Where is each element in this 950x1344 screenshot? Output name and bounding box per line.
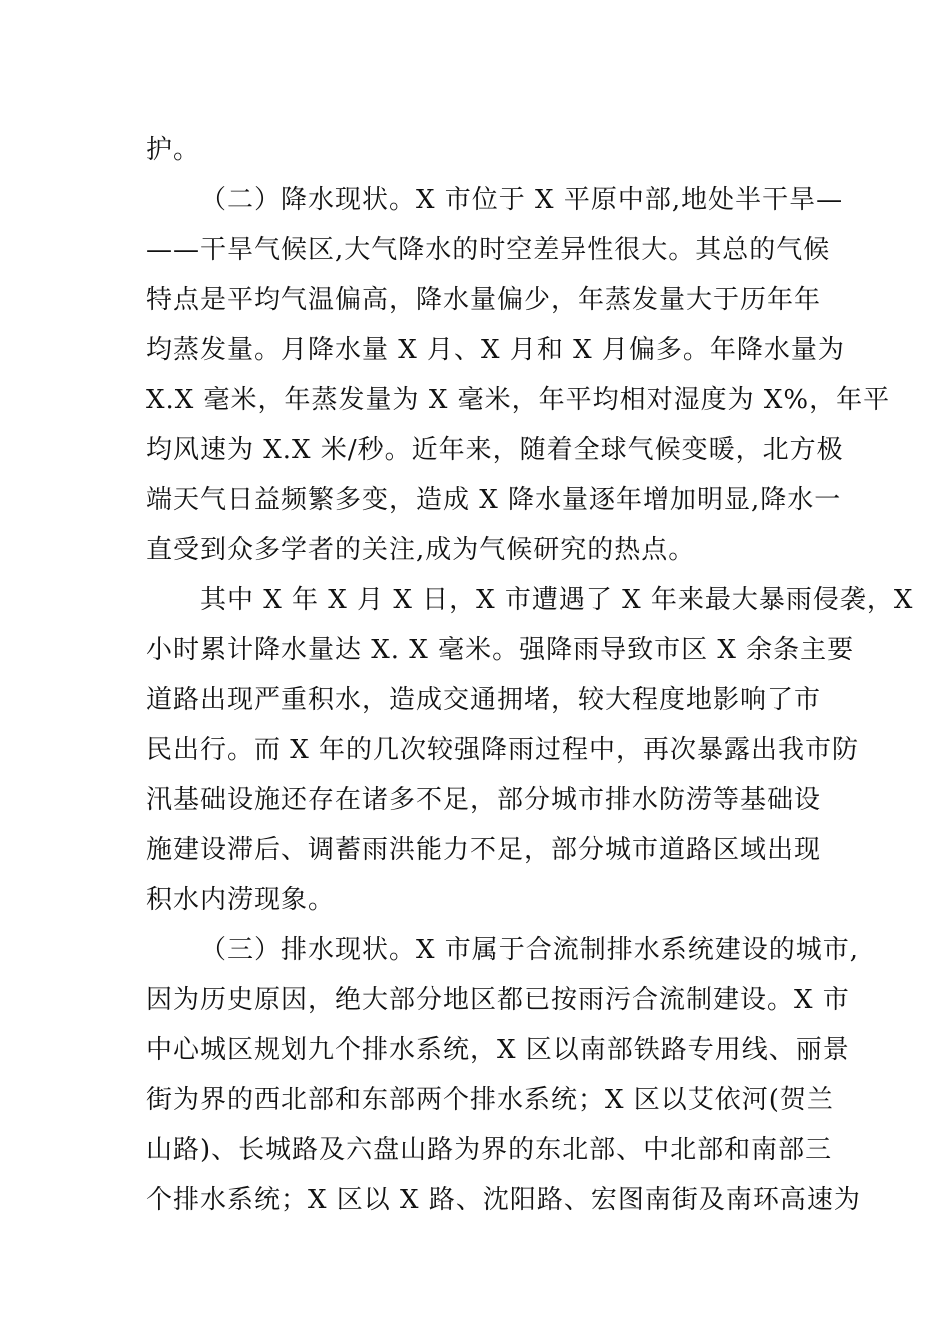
text-line: 直受到众多学者的关注,成为气候研究的热点。 bbox=[146, 535, 696, 565]
text-line: （三）排水现状。X 市属于合流制排水系统建设的城市, bbox=[200, 935, 860, 965]
text-line: 端天气日益频繁多变，造成 X 降水量逐年增加明显,降水一 bbox=[146, 485, 842, 515]
text-line: 个排水系统；X 区以 X 路、沈阳路、宏图南街及南环高速为 bbox=[146, 1185, 861, 1215]
text-line: 民出行。而 X 年的几次较强降雨过程中，再次暴露出我市防 bbox=[146, 735, 860, 765]
text-line: 均蒸发量。月降水量 X 月、X 月和 X 月偏多。年降水量为 bbox=[146, 335, 845, 365]
text-line: 其中 X 年 X 月 X 日，X 市遭遇了 X 年来最大暴雨侵袭，X bbox=[200, 585, 914, 615]
text-line: 护。 bbox=[146, 135, 201, 165]
text-line: 山路)、长城路及六盘山路为界的东北部、中北部和南部三 bbox=[146, 1135, 833, 1165]
text-line: （二）降水现状。X 市位于 X 平原中部,地处半干旱— bbox=[200, 185, 844, 215]
text-line: 汛基础设施还存在诸多不足，部分城市排水防涝等基础设 bbox=[146, 785, 822, 815]
text-line: 因为历史原因，绝大部分地区都已按雨污合流制建设。X 市 bbox=[146, 985, 850, 1015]
text-line: X.X 毫米，年蒸发量为 X 毫米，年平均相对湿度为 X%，年平 bbox=[146, 385, 891, 415]
text-line: 特点是平均气温偏高，降水量偏少，年蒸发量大于历年年 bbox=[146, 285, 822, 315]
text-line: 道路出现严重积水，造成交通拥堵，较大程度地影响了市 bbox=[146, 685, 822, 715]
text-line: 施建设滞后、调蓄雨洪能力不足，部分城市道路区域出现 bbox=[146, 835, 822, 865]
text-line: 街为界的西北部和东部两个排水系统；X 区以艾依河(贺兰 bbox=[146, 1085, 834, 1115]
text-line: 小时累计降水量达 X. X 毫米。强降雨导致市区 X 余条主要 bbox=[146, 635, 855, 665]
text-line: ——干旱气候区,大气降水的时空差异性很大。其总的气候 bbox=[146, 235, 831, 265]
text-line: 积水内涝现象。 bbox=[146, 885, 336, 915]
text-line: 均风速为 X.X 米/秒。近年来，随着全球气候变暖，北方极 bbox=[146, 435, 844, 465]
text-line: 中心城区规划九个排水系统，X 区以南部铁路专用线、丽景 bbox=[146, 1035, 850, 1065]
